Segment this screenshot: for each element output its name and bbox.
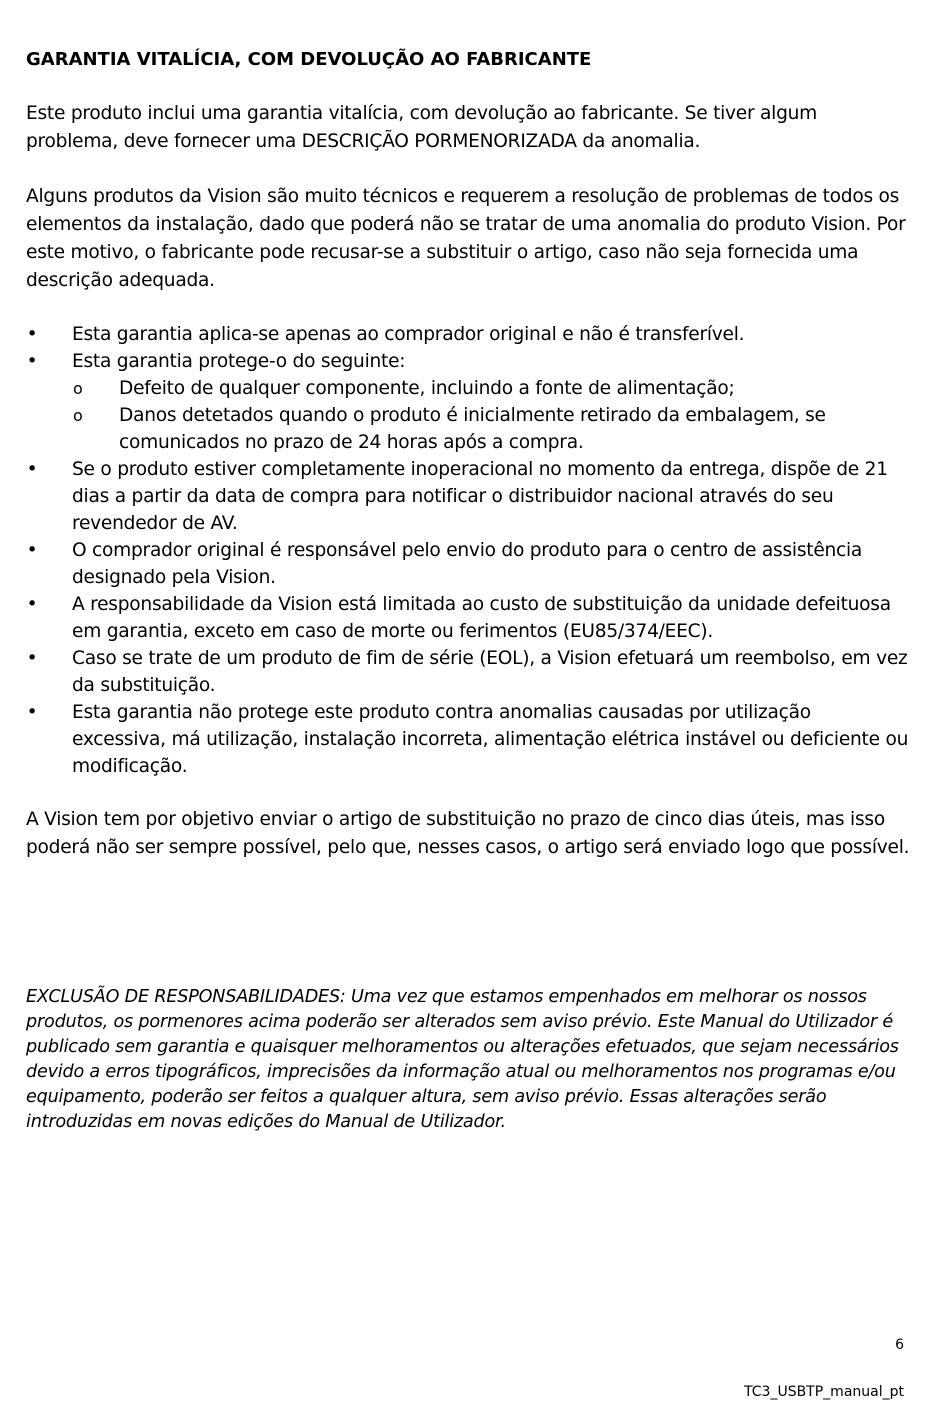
sub-list-item [26, 375, 910, 402]
circle-bullet-icon: o [73, 379, 83, 398]
list-item [26, 348, 910, 456]
bullet-icon: • [26, 648, 38, 669]
circle-bullet-icon: o [73, 406, 83, 425]
disclaimer-text: EXCLUSÃO DE RESPONSABILIDADES: Uma vez que estamos empenhados em melhorar os nossos produtos, os pormenores acima poderão ser alterados sem aviso prévio. Este Manual do Utilizador é publicado sem garantia e quaisquer melhoramentos ou alterações efetuados, que sejam necessários devido a erros tipográficos, imprecisões da informação atual ou melhoramentos nos programas e/ou equipamento, poderão ser feitos a qualquer altura, sem aviso prévio. Essas alterações serão introduzidas em novas edições do Manual de Utilizador. [26, 987, 899, 1132]
list-item-text: Esta garantia protege-o do seguinte: [72, 351, 406, 372]
document-id: TC3_USBTP_manual_pt [744, 1384, 904, 1400]
bullet-icon: • [26, 594, 38, 615]
list-item-text: O comprador original é responsável pelo envio do produto para o centro de assistência designado pela Vision. [72, 540, 863, 588]
closing-paragraph: A Vision tem por objetivo enviar o artigo de substituição no prazo de cinco dias úteis, mas isso poderá não ser sempre possível, pelo que, nesses casos, o artigo será enviado logo que possível. [26, 809, 910, 858]
bullet-icon: • [26, 351, 38, 372]
list-item [26, 537, 910, 591]
technical-paragraph: Alguns produtos da Vision são muito técnicos e requerem a resolução de problemas de todos os elementos da instalação, dado que poderá não se tratar de uma anomalia do produto Vision. Por este motivo, o fabricante pode recusar-se a substituir o artigo, caso não seja fornecida uma descrição adequada. [26, 186, 906, 291]
list-item [26, 456, 910, 537]
list-item-text: Esta garantia não protege este produto contra anomalias causadas por utilização excessiva, má utilização, instalação incorreta, alimentação elétrica instável ou deficiente ou modificação. [72, 702, 909, 777]
list-item [26, 591, 910, 645]
list-item-text: Caso se trate de um produto de fim de série (EOL), a Vision efetuará um reembolso, em vez da substituição. [72, 648, 908, 696]
list-item [26, 645, 910, 699]
list-item [26, 321, 910, 348]
sub-list-item [26, 402, 910, 456]
document-body [26, 46, 910, 862]
bullet-icon: • [26, 540, 38, 561]
intro-paragraph: Este produto inclui uma garantia vitalícia, com devolução ao fabricante. Se tiver algum problema, deve fornecer uma DESCRIÇÃO PORMENORIZADA da anomalia. [26, 103, 818, 152]
sub-list-item-text: Danos detetados quando o produto é inicialmente retirado da embalagem, se comunicados no prazo de 24 horas após a compra. [119, 405, 826, 453]
warranty-conditions-list [26, 321, 910, 780]
bullet-icon: • [26, 702, 38, 723]
page-number: 6 [895, 1337, 904, 1353]
bullet-icon: • [26, 459, 38, 480]
bullet-icon: • [26, 324, 38, 345]
list-item-text: A responsabilidade da Vision está limitada ao custo de substituição da unidade defeituosa em garantia, exceto em caso de morte ou ferimentos (EU85/374/EEC). [72, 594, 891, 642]
sub-list-item-text: Defeito de qualquer componente, incluindo a fonte de alimentação; [119, 378, 735, 399]
list-item-text: Se o produto estiver completamente inoperacional no momento da entrega, dispõe de 21 dias a partir da data de compra para notificar o distribuidor nacional através do seu revendedor de AV. [72, 459, 888, 534]
coverage-sublist [72, 375, 910, 456]
list-item-text: Esta garantia aplica-se apenas ao comprador original e não é transferível. [72, 324, 745, 345]
page-title: GARANTIA VITALÍCIA, COM DEVOLUÇÃO AO FABRICANTE [26, 49, 592, 70]
list-item [26, 699, 910, 780]
